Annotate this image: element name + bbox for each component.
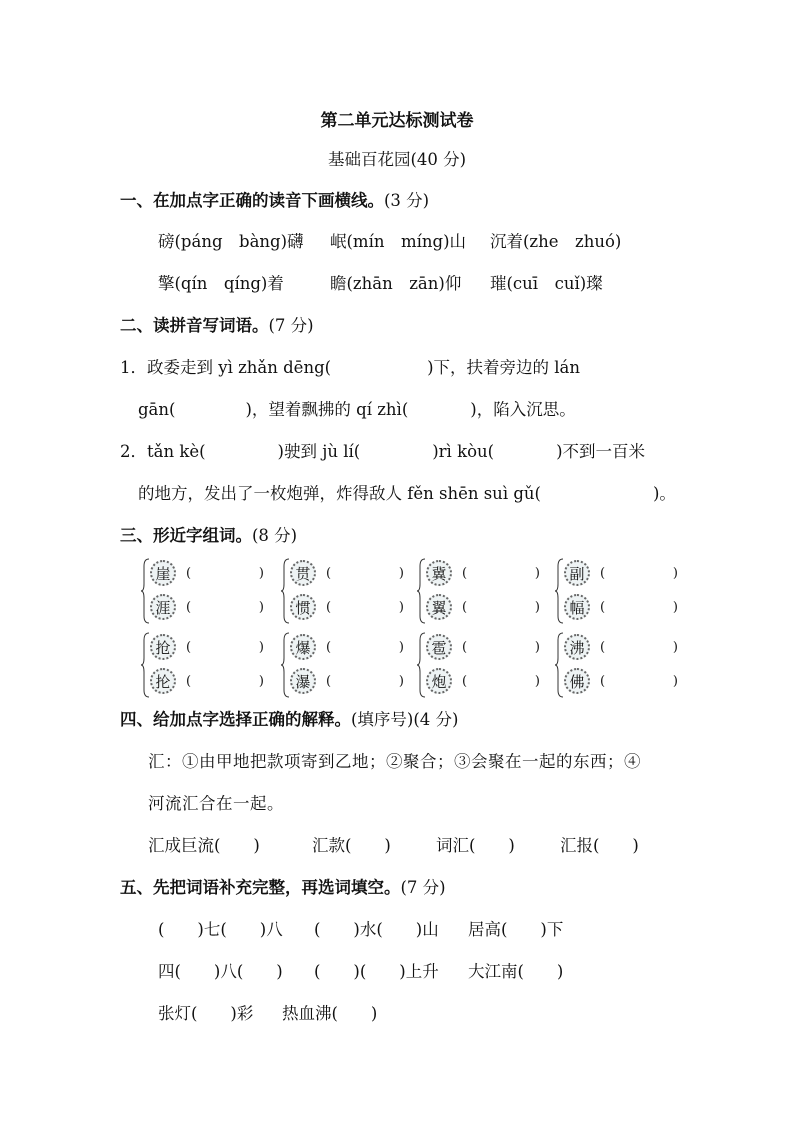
brace-icon: [280, 558, 290, 624]
idiom-item[interactable]: ( )( )上升: [314, 962, 439, 981]
idiom-item[interactable]: 张灯( )彩: [158, 1004, 254, 1023]
char-group: 沸 ( ) 佛 ( ): [554, 630, 684, 702]
character-chip: 涯: [150, 594, 176, 620]
s2-question-1-line-1: 1．政委走到 yì zhǎn dēng( )下，扶着旁边的 lán: [120, 358, 581, 377]
character-chip: 贯: [290, 560, 316, 586]
definition-line-1: 汇：①由甲地把款项寄到乙地；②聚合；③会聚在一起的东西；④: [148, 752, 641, 771]
s1-item: 瞻(zhān zān)仰: [330, 274, 462, 293]
character-chip: 瀑: [290, 668, 316, 694]
character-chip: 沸: [564, 634, 590, 660]
s4-item[interactable]: 汇款( ): [312, 836, 391, 855]
brace-icon: [416, 558, 426, 624]
section-3-heading: 三、形近字组词。(8 分): [120, 526, 298, 545]
char-group: 崖 ( ) 涯 ( ): [140, 556, 270, 628]
character-chip: 冀: [426, 560, 452, 586]
s2-question-2-line-2: 的地方，发出了一枚炮弹，炸得敌人 fěn shēn suì gǔ( )。: [138, 484, 676, 503]
idiom-item[interactable]: ( )七( )八: [158, 920, 283, 939]
character-chip: 抡: [150, 668, 176, 694]
s2-question-2-line-1: 2．tǎn kè( )驶到 jù lí( )rì kòu( )不到一百米: [120, 442, 645, 461]
section-4-heading: 四、给加点字选择正确的解释。(填序号)(4 分): [120, 710, 459, 729]
idiom-item[interactable]: 热血沸( ): [282, 1004, 378, 1023]
s1-item: 璀(cuī cuǐ)璨: [490, 274, 603, 293]
character-chip: 佛: [564, 668, 590, 694]
s4-item[interactable]: 词汇( ): [436, 836, 515, 855]
brace-icon: [140, 558, 150, 624]
s1-item: 沉着(zhe zhuó): [490, 232, 622, 251]
brace-icon: [554, 558, 564, 624]
char-group: 冀 ( ) 翼 ( ): [416, 556, 546, 628]
char-group: 雹 ( ) 炮 ( ): [416, 630, 546, 702]
character-chip: 崖: [150, 560, 176, 586]
character-chip: 幅: [564, 594, 590, 620]
character-chip: 爆: [290, 634, 316, 660]
section-1-heading: 一、在加点字正确的读音下画横线。(3 分): [120, 191, 430, 210]
char-group: 贯 ( ) 惯 ( ): [280, 556, 410, 628]
section-2-heading: 二、读拼音写词语。(7 分): [120, 316, 314, 335]
page-subtitle: 基础百花园(40 分): [327, 150, 467, 169]
char-group: 副 ( ) 幅 ( ): [554, 556, 684, 628]
s2-question-1-line-2: gān( )，望着飘拂的 qí zhì( )，陷入沉思。: [138, 400, 576, 419]
s4-item[interactable]: 汇报( ): [560, 836, 639, 855]
brace-icon: [280, 632, 290, 698]
s1-item: 磅(páng bàng)礴: [158, 232, 304, 251]
section-5-heading: 五、先把词语补充完整，再选词填空。(7 分): [120, 878, 446, 897]
s4-item[interactable]: 汇成巨流( ): [148, 836, 260, 855]
brace-icon: [140, 632, 150, 698]
s1-item: 擎(qín qíng)着: [158, 274, 284, 293]
idiom-item[interactable]: 大江南( ): [468, 962, 564, 981]
definition-line-2: 河流汇合在一起。: [148, 794, 284, 813]
character-chip: 抢: [150, 634, 176, 660]
character-chip: 翼: [426, 594, 452, 620]
brace-icon: [554, 632, 564, 698]
char-group: 抢 ( ) 抡 ( ): [140, 630, 270, 702]
character-chip: 惯: [290, 594, 316, 620]
brace-icon: [416, 632, 426, 698]
idiom-item[interactable]: 居高( )下: [468, 920, 564, 939]
idiom-item[interactable]: ( )水( )山: [314, 920, 439, 939]
char-group: 爆 ( ) 瀑 ( ): [280, 630, 410, 702]
idiom-item[interactable]: 四( )八( ): [158, 962, 283, 981]
character-chip: 雹: [426, 634, 452, 660]
s1-item: 岷(mín míng)山: [330, 232, 467, 251]
character-chip: 副: [564, 560, 590, 586]
page-title: 第二单元达标测试卷: [320, 111, 474, 131]
character-chip: 炮: [426, 668, 452, 694]
